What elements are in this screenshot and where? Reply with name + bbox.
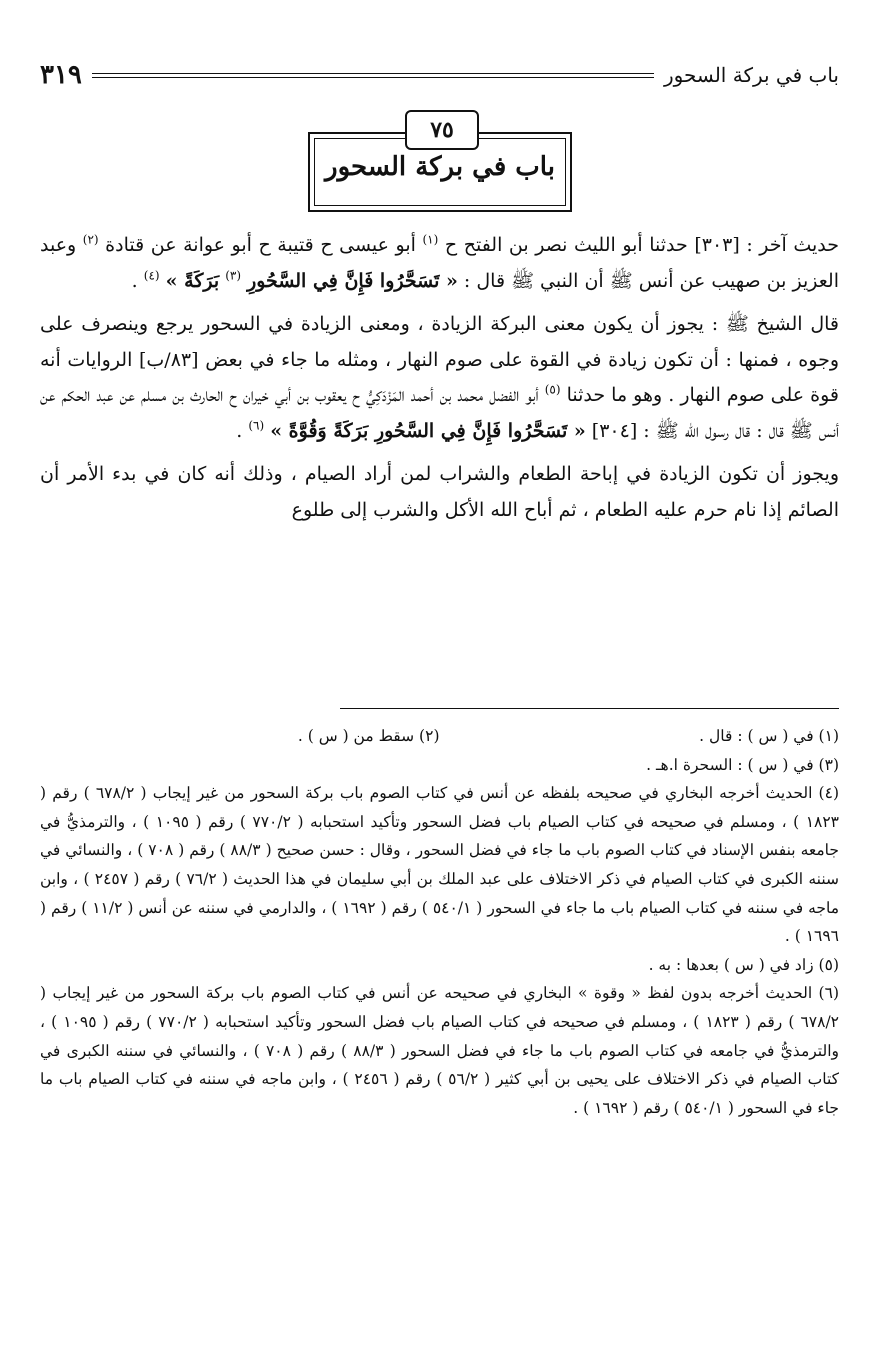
page-number: ٣١٩	[40, 60, 82, 90]
p1-a: أبو عيسى ح قتيبة ح أبو عوانة عن قتادة	[105, 234, 416, 256]
p2-a: قال الشيخ ﷺ : يجوز أن يكون معنى البركة الزيادة ، ومعنى الزيادة في السحور يرجع وينصرف على وجوه ، فمنها : أن تكون زيادة في القوة على صوم النهار ، ومثله ما جاء في بعض [٨٣/ب] الروايات أنه قوة على صوم النهار . وهو ما حدثنا	[40, 313, 840, 406]
footnote-ref-3: (٣)	[225, 268, 242, 283]
p2-end: .	[236, 419, 243, 442]
header-rule	[92, 73, 654, 78]
hadith-text-1a: « تَسَحَّرُوا فَإِنَّ فِي السَّحُورِ	[247, 269, 458, 292]
chapter-title: باب في بركة السحور	[325, 152, 555, 182]
footnote-1: (١) في ( س ) : قال .	[699, 727, 839, 745]
footnote-ref-6: (٦)	[248, 418, 265, 433]
footnote-4: (٤) الحديث أخرجه البخاري في صحيحه بلفظه عن أنس في كتاب الصوم باب بركة السحور من غير إيجاب ( ٦٧٨/٢ ) رقم ( ١٨٢٣ ) ، ومسلم في صحيحه في كتاب الصيام باب فضل السحور وتأكيد استحبابه ( ٧٧٠/٢ ) رقم ( ١٠٩٥ ) ، والترمذيُّ في جامعه بنفس الإسناد في كتاب الصوم باب ما جاء في فضل السحور ، وقال : حسن صحيح ( ٨٨/٣ ) رقم ( ٧٠٨ ) ، والنسائي في سننه الكبرى في كتاب الصيام في ذكر الاختلاف على عبد الملك بن أبي سليمان في هذا الحديث ( ٧٦/٢ ) رقم ( ٢٤٥٧ ) ، وابن ماجه في سننه في كتاب الصيام باب ما جاء في السحور ( ٥٤٠/١ ) رقم ( ١٦٩٢ ) ، والدارمي في سننه عن أنس ( ١١/٢ ) رقم ( ١٦٩٦ ) .	[40, 784, 840, 946]
chapter-number: ٧٥	[405, 110, 479, 150]
hadith-text-2: « تَسَحَّرُوا فَإِنَّ فِي السَّحُورِ بَرَكَةً وَقُوَّةً »	[270, 419, 586, 442]
footnote-5: (٥) زاد في ( س ) بعدها : به .	[648, 955, 839, 974]
footnote-row-1-2	[40, 722, 839, 751]
p1-b: وعبد العزيز بن صهيب عن أنس ﷺ أن النبي ﷺ قال :	[40, 234, 839, 292]
main-text	[40, 228, 839, 536]
paragraph-3: ويجوز أن تكون الزيادة في إباحة الطعام والشراب لمن أراد الصيام ، وذلك أنه كان في بدء الأمر أن الصائم إذا نام حرم عليه الطعام ، ثم أباح الله الأكل والشرب إلى طلوع	[40, 463, 839, 521]
footnote-ref-4: (٤)	[143, 268, 160, 283]
chapter-heading	[250, 110, 630, 215]
hadith-text-1b: بَرَكَةً »	[165, 269, 220, 292]
footnote-ref-2: (٢)	[82, 232, 99, 247]
paragraph-1	[40, 228, 839, 299]
paragraph-2	[40, 307, 839, 449]
running-header	[40, 58, 839, 92]
footnote-6: (٦) الحديث أخرجه بدون لفظ « وقوة » البخاري في صحيحه عن أنس في كتاب الصوم باب بركة السحور من غير إيجاب ( ٦٧٨/٢ ) رقم ( ١٨٢٣ ) ، ومسلم في صحيحه في كتاب الصيام باب فضل السحور وتأكيد استحبابه ( ٧٧٠/٢ ) رقم ( ١٠٩٥ ) ، والترمذيُّ في جامعه في كتاب الصوم باب ما جاء في فضل السحور ( ٨٨/٣ ) رقم ( ٧٠٨ ) ، والنسائي في سننه الكبرى في كتاب الصيام في ذكر الاختلاف على يحيى بن أبي كثير ( ٥٦/٢ ) رقم ( ٢٤٥٦ ) ، وابن ماجه في سننه في كتاب الصيام باب ما جاء في السحور ( ٥٤٠/١ ) رقم ( ١٦٩٢ ) .	[40, 984, 840, 1117]
footnote-2: (٢) سقط من ( س ) .	[297, 727, 440, 745]
p1-lead: حديث آخر : [٣٠٣] حدثنا أبو الليث نصر بن الفتح ح	[444, 234, 840, 256]
p2-b: أبو الفضل محمد بن أحمد المَزْدَكِيُّ ح يعقوب بن أبي خيران ح الحارث بن مسلم عن عبد الحكم عن أنس ﷺ قال : قال رسول الله ﷺ : [٣٠٤]	[40, 384, 839, 442]
footnote-ref-1: (١)	[422, 232, 439, 247]
footnotes	[40, 722, 839, 1122]
running-title: باب في بركة السحور	[663, 63, 839, 87]
footnote-3: (٣) في ( س ) : السحرة ا.هـ .	[646, 755, 839, 774]
footnote-divider	[340, 708, 839, 709]
footnote-ref-5: (٥)	[544, 382, 561, 397]
p1-end: .	[131, 269, 138, 292]
